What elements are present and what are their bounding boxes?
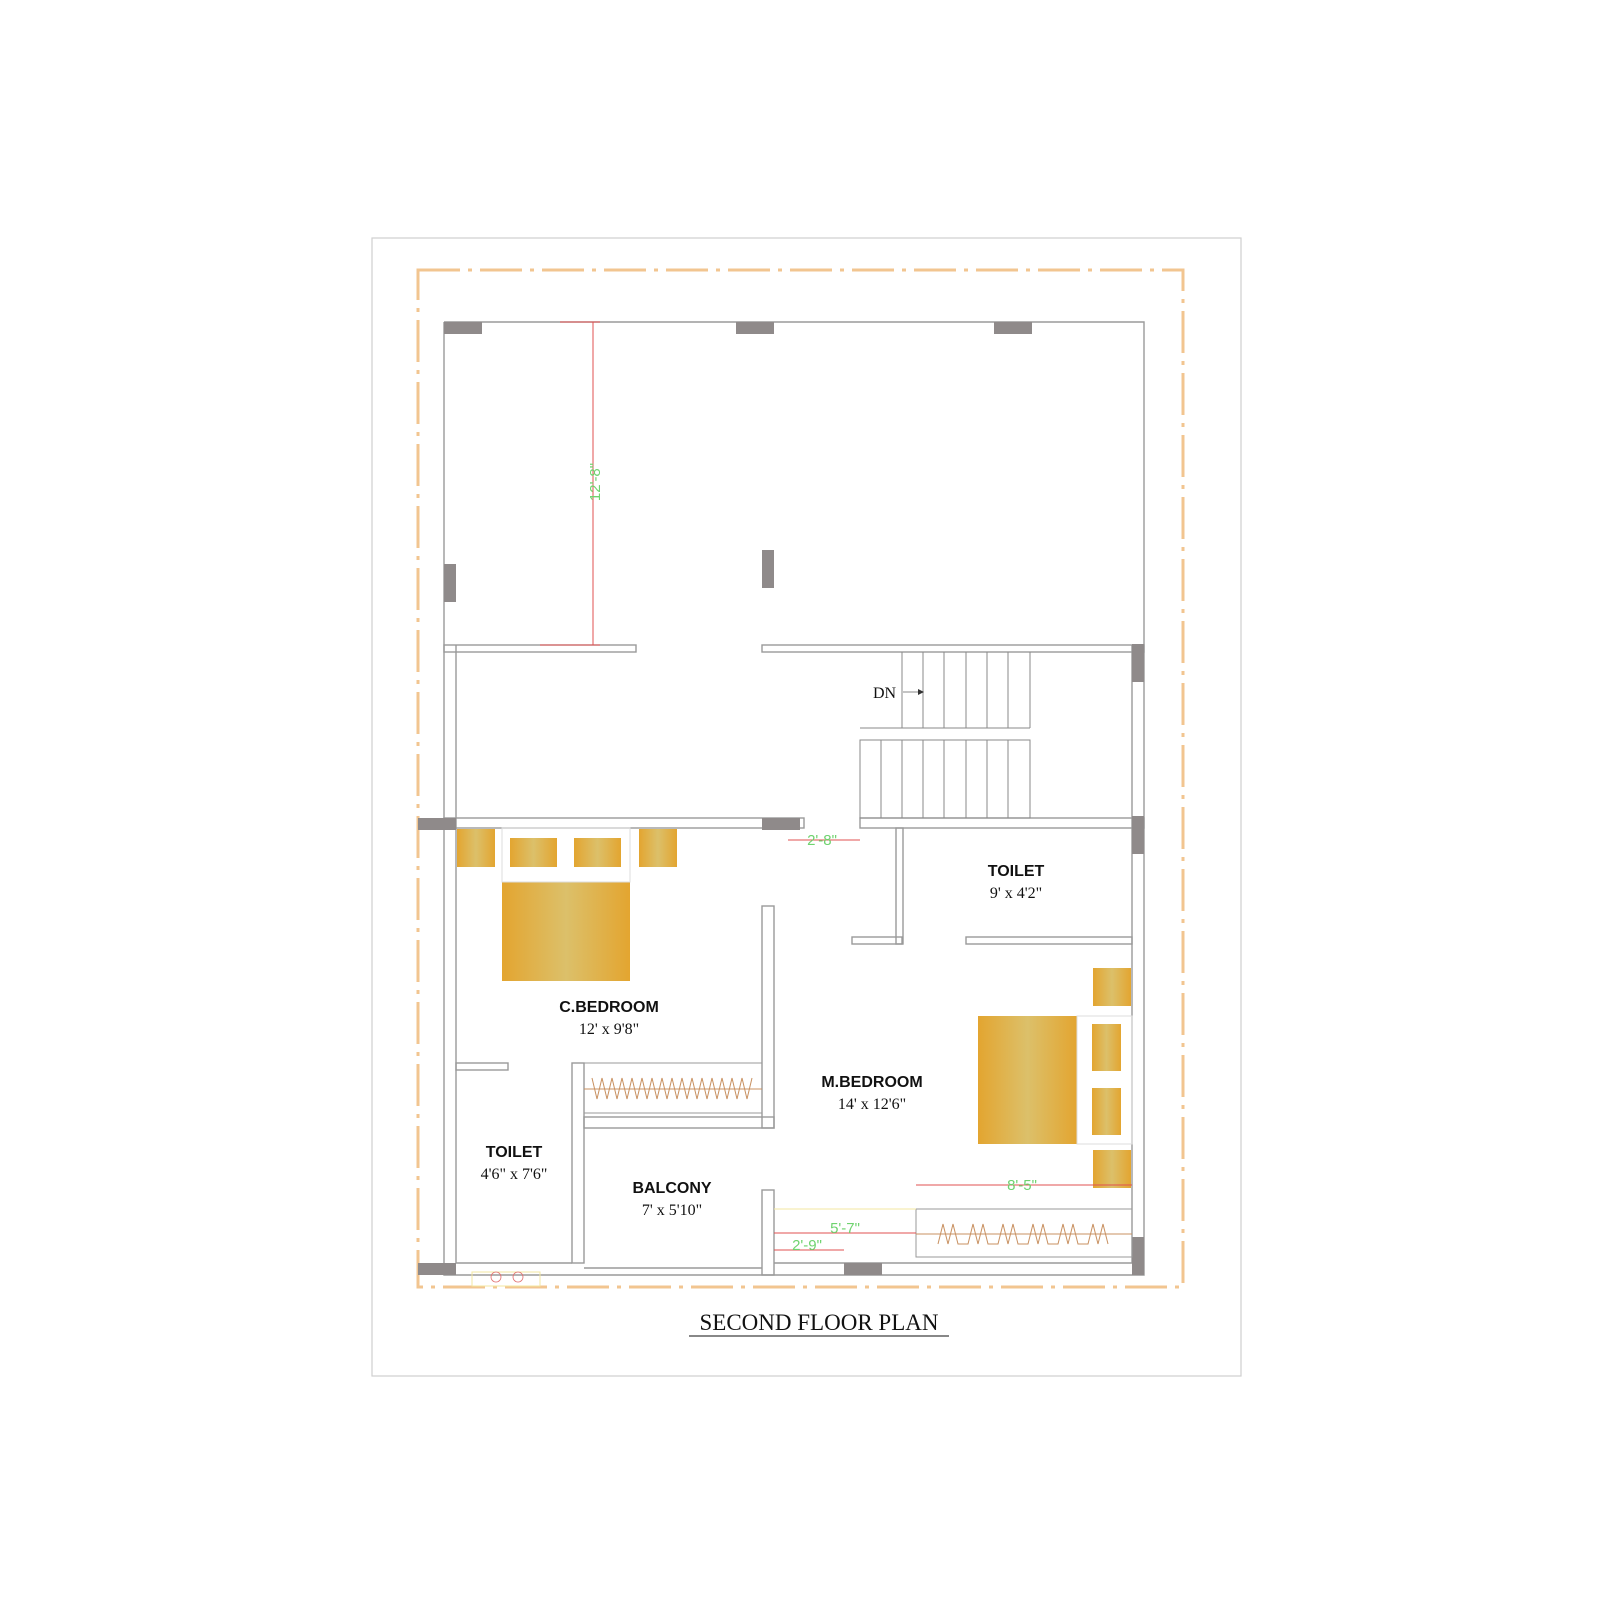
side-table: [457, 829, 495, 867]
svg-text:TOILET: TOILET: [485, 1144, 543, 1161]
bed: [978, 1016, 1077, 1144]
sheet-frame: [372, 238, 1241, 1376]
bed: [502, 882, 630, 981]
svg-text:9' x 4'2": 9' x 4'2": [989, 885, 1043, 902]
dimension-door-width: 2'-9": [792, 1237, 822, 1254]
svg-text:7' x 5'10": 7' x 5'10": [641, 1202, 703, 1219]
svg-text:14' x 12'6": 14' x 12'6": [837, 1096, 907, 1113]
stair-down-label: DN: [873, 685, 897, 702]
svg-text:BALCONY: BALCONY: [632, 1180, 712, 1197]
pillow: [574, 838, 621, 867]
pillow: [1092, 1088, 1121, 1135]
svg-text:4'6" x 7'6": 4'6" x 7'6": [480, 1166, 548, 1183]
pillow: [510, 838, 557, 867]
dimension-balcony-width: 5'-7": [830, 1220, 860, 1237]
dimension-passage-width: 2'-8": [807, 832, 837, 849]
dimension-wardrobe-length: 8'-5": [1007, 1177, 1037, 1194]
side-table: [639, 829, 677, 867]
dimension-terrace-depth: 12'-8": [587, 462, 604, 502]
side-table: [1093, 1150, 1131, 1188]
plan-title: SECOND FLOOR PLAN: [699, 1310, 939, 1335]
svg-text:12' x 9'8": 12' x 9'8": [578, 1021, 640, 1038]
svg-text:C.BEDROOM: C.BEDROOM: [559, 999, 659, 1016]
pillow: [1092, 1024, 1121, 1071]
svg-text:M.BEDROOM: M.BEDROOM: [821, 1074, 923, 1091]
svg-text:TOILET: TOILET: [987, 863, 1045, 880]
side-table: [1093, 968, 1131, 1006]
